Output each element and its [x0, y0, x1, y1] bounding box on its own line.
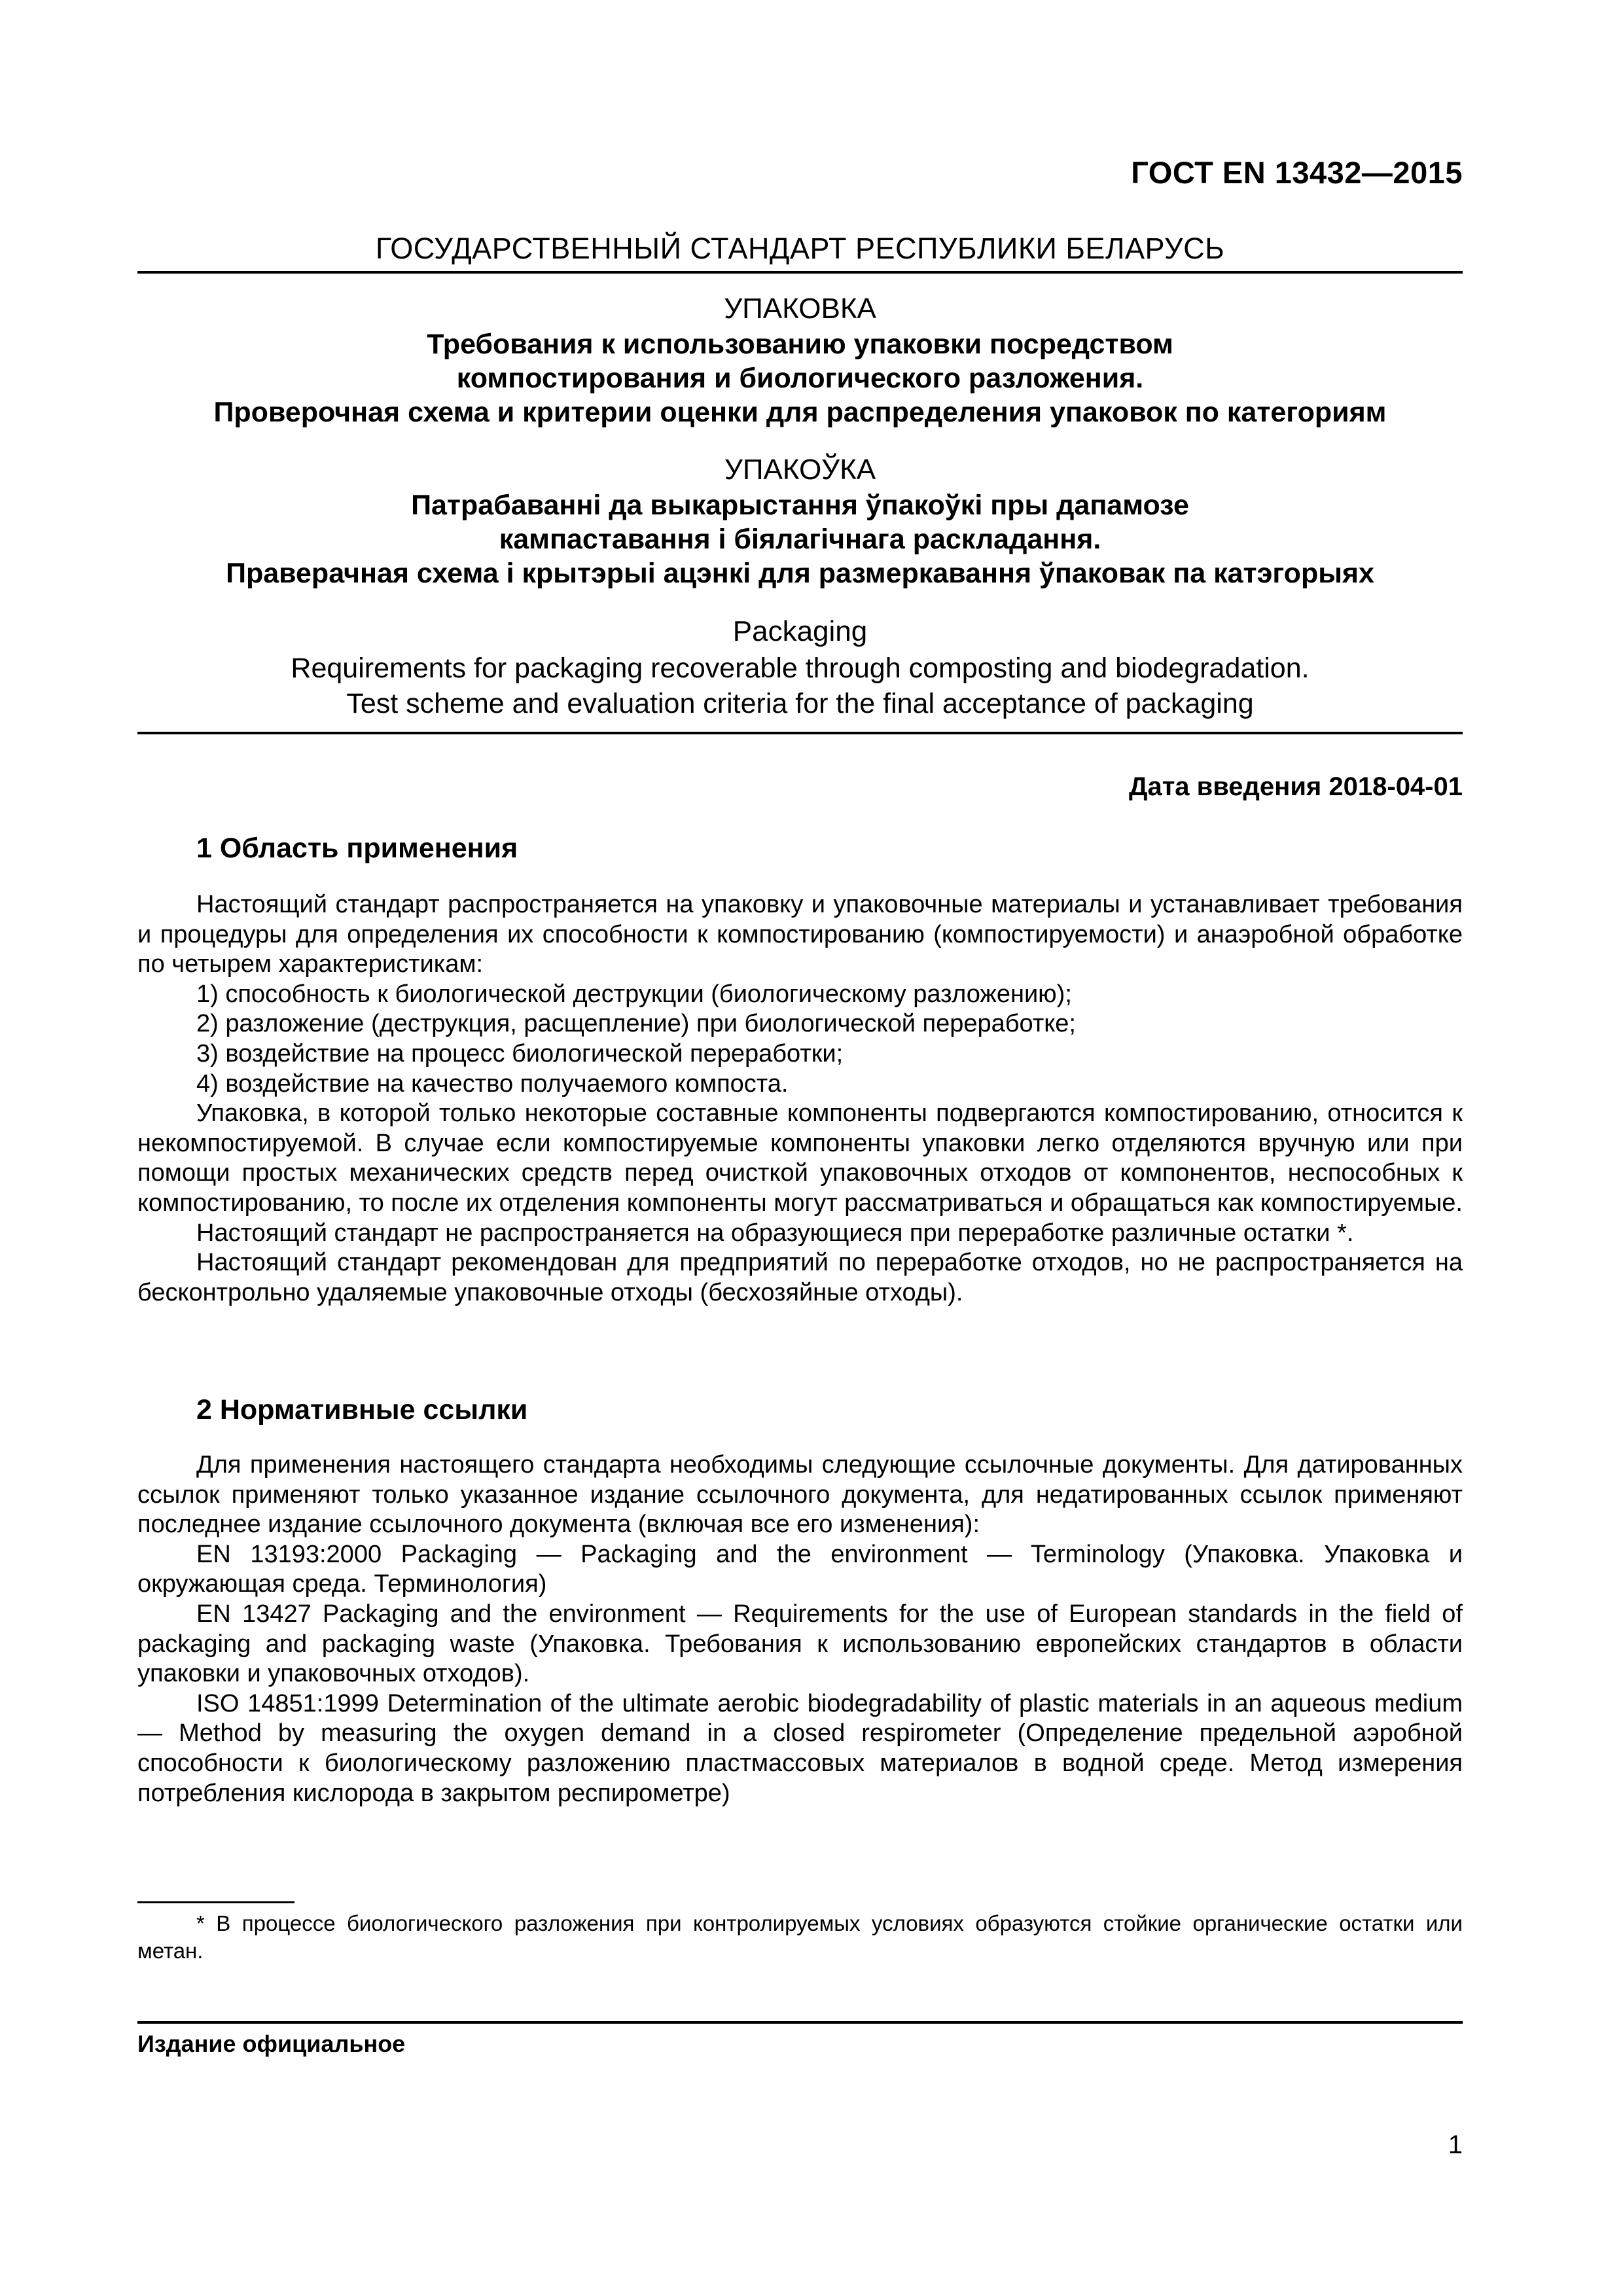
title-be-line: кампаставання і біялагічнага раскладання. — [499, 524, 1101, 555]
reference-item: EN 13427 Packaging and the environment — Requirements for the use of European standards in the field of packaging and packaging waste (Упаковка. Требования к использованию европейских стандартов в области упаковки и упаковочных отходов). — [137, 1600, 1463, 1688]
section-2-title: 2 Нормативные ссылки — [196, 1394, 528, 1426]
title-english — [137, 613, 1463, 721]
paragraph: Настоящий стандарт не распространяется на образующиеся при переработке различные остатки *. — [196, 1219, 1354, 1247]
paragraph: Настоящий стандарт распространяется на упаковку и упаковочные материалы и устанавливает требования и процедуры для определения их способности к компостированию (компостируемости) и анаэробной обработке по четырем характеристикам: — [137, 891, 1463, 978]
list-item: 4) воздействие на качество получаемого компоста. — [196, 1069, 789, 1098]
reference-item: EN 13193:2000 Packaging — Packaging and the environment — Terminology (Упаковка. Упаковка и окружающая среда. Терминология) — [137, 1540, 1463, 1598]
paragraph: Настоящий стандарт рекомендован для предприятий по переработке отходов, но не распространяется на бесконтрольно удаляемые упаковочные отходы (бесхозяйные отходы). — [137, 1249, 1463, 1306]
title-be-heading: УПАКОЎКА — [724, 454, 876, 486]
title-russian — [137, 291, 1463, 429]
reference-item: ISO 14851:1999 Determination of the ultimate aerobic biodegradability of plastic materials in an aqueous medium — Method by measuring the oxygen demand in a closed respirometer (Определение предельной аэробной способности к биологическому разложению пластмассовых материалов в водной среде. Метод измерения потребления кислорода в закрытом респирометре) — [137, 1689, 1463, 1807]
title-bottom-rule — [137, 732, 1463, 734]
title-ru-line: Проверочная схема и критерии оценки для распределения упаковок по категориям — [213, 397, 1387, 428]
title-be-line: Праверачная схема і крытэрыі ацэнкі для размеркавання ўпаковак па катэгорыях — [226, 558, 1374, 589]
page-number: 1 — [1448, 2130, 1463, 2159]
paragraph: Для применения настоящего стандарта необходимы следующие ссылочные документы. Для датированных ссылок применяют только указанное издание ссылочного документа, для недатированных ссылок применяют последнее издание ссылочного документа (включая все его изменения): — [137, 1451, 1463, 1539]
title-ru-line: Требования к использованию упаковки посредством — [427, 329, 1173, 360]
paragraph: Упаковка, в которой только некоторые составные компоненты подвергаются компостированию, относится к некомпостируемой. В случае если компостируемые компоненты упаковки легко отделяются вручную или при помощи простых механических средств перед очисткой упаковочных отходов от компонентов, неспособных к компостированию, то после их отделения компоненты могут рассматриваться и обращаться как компостируемые. — [137, 1100, 1463, 1217]
title-be-line: Патрабаванні да выкарыстання ўпакоўкі пры дапамозе — [411, 490, 1189, 521]
title-ru-heading: УПАКОВКА — [724, 293, 876, 325]
section-2-body — [137, 1450, 1463, 1808]
footer-rule — [137, 2021, 1463, 2024]
section-1-title: 1 Область применения — [196, 833, 518, 864]
standard-code: ГОСТ EN 13432—2015 — [1131, 155, 1463, 190]
edition-label: Издание официальное — [137, 2030, 406, 2057]
title-top-rule — [137, 271, 1463, 274]
list-item: 1) способность к биологической деструкции (биологическому разложению); — [196, 980, 1072, 1008]
title-en-heading: Packaging — [732, 615, 868, 647]
title-en-line: Test scheme and evaluation criteria for the final acceptance of packaging — [346, 688, 1254, 719]
list-item: 2) разложение (деструкция, расщепление) при биологической переработке; — [196, 1010, 1076, 1038]
footnote-separator — [137, 1901, 294, 1903]
state-standard-title: ГОСУДАРСТВЕННЫЙ СТАНДАРТ РЕСПУБЛИКИ БЕЛАРУСЬ — [375, 232, 1225, 265]
footnote — [137, 1910, 1463, 1965]
list-item: 3) воздействие на процесс биологической переработки; — [196, 1039, 844, 1067]
intro-date: Дата введения 2018-04-01 — [1128, 772, 1463, 801]
title-belarusian — [137, 452, 1463, 590]
section-1-body — [137, 890, 1463, 1308]
footnote-text: * В процессе биологического разложения при контролируемых условиях образуются стойкие органические остатки или метан. — [137, 1911, 1463, 1963]
title-ru-line: компостирования и биологического разложения. — [456, 363, 1144, 394]
document-page — [137, 0, 1463, 2296]
title-en-line: Requirements for packaging recoverable through composting and biodegradation. — [291, 653, 1310, 684]
